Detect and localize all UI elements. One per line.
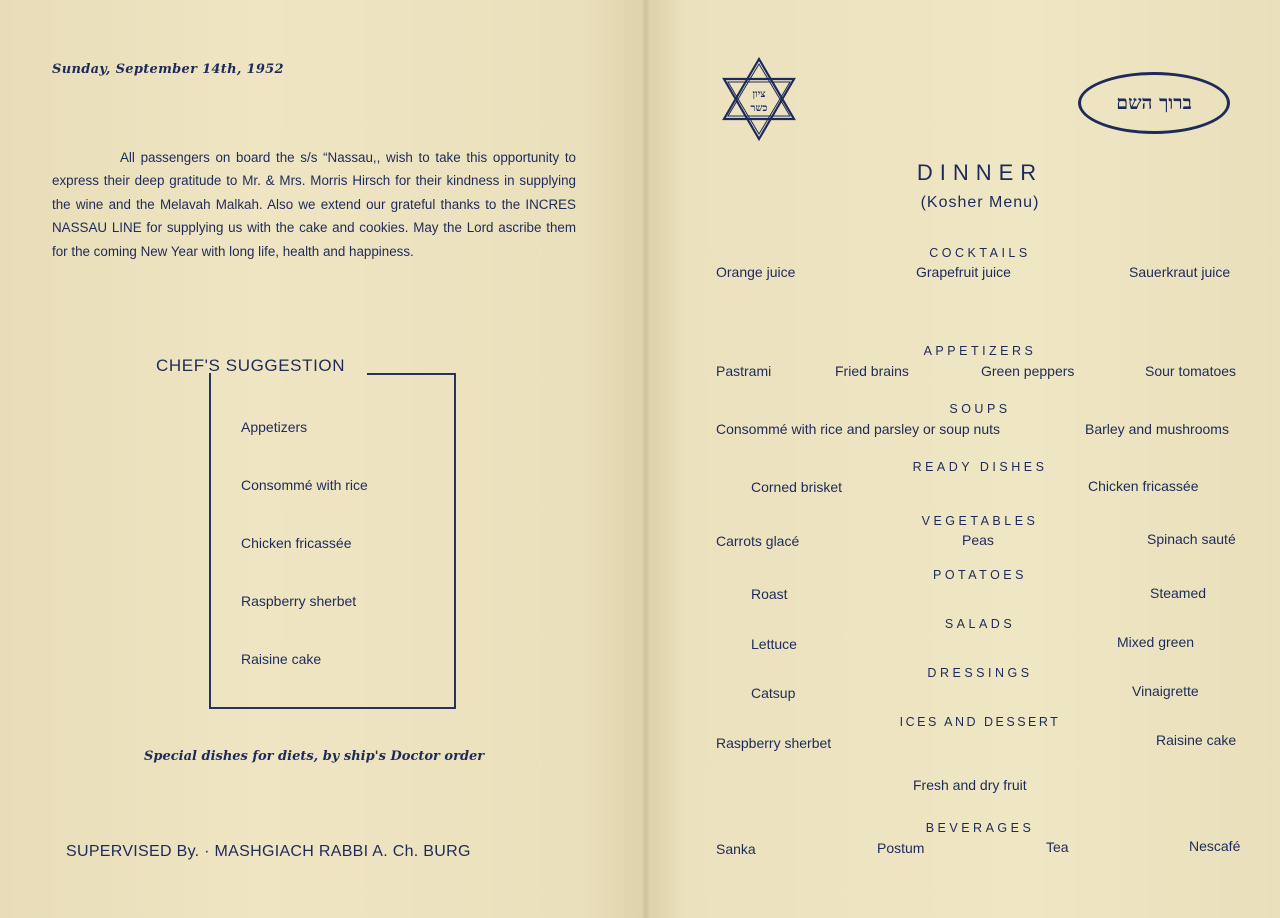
star-text-top: ציון — [752, 89, 766, 100]
section-heading-desserts: ICES AND DESSERT — [899, 715, 1061, 729]
section-heading-soups: SOUPS — [949, 402, 1011, 416]
suggestion-item: Raspberry sherbet — [241, 593, 357, 609]
special-diets-note: Special dishes for diets, by ship's Doctor order — [144, 749, 485, 764]
menu-item: Fresh and dry fruit — [913, 777, 1027, 793]
chef-suggestion-title: CHEF'S SUGGESTION — [156, 356, 346, 375]
menu-item: Lettuce — [751, 636, 797, 652]
dinner-title: DINNER — [916, 160, 1044, 185]
section-heading-vegetables: VEGETABLES — [921, 514, 1039, 528]
menu-item: Orange juice — [716, 264, 796, 280]
suggestion-item: Raisine cake — [241, 651, 322, 667]
section-heading-potatoes: POTATOES — [933, 568, 1027, 582]
menu-item: Fried brains — [835, 363, 909, 379]
menu-item: Nescafé — [1189, 838, 1241, 854]
thanks-paragraph: All passengers on board the s/s “Nassau,, wish to take this opportunity to express their deep gratitude to Mr. & Mrs. Morris Hirsch for their kindness in supplying the wine and the Melavah Malkah. Also we extend our grateful thanks to the INCRES NASSAU LINE for supplying us with the cake and cookies. May the Lord ascribe them for the coming New Year with long life, health and happiness. — [52, 150, 576, 259]
menu-item: Sanka — [716, 841, 756, 857]
section-heading-appetizers: APPETIZERS — [923, 344, 1037, 358]
menu-item: Chicken fricassée — [1088, 478, 1199, 494]
menu-item: Catsup — [751, 685, 796, 701]
menu-item: Postum — [877, 840, 925, 856]
menu-item: Green peppers — [981, 363, 1075, 379]
star-of-david-icon — [720, 56, 798, 142]
supervised-by: SUPERVISED By. · MASHGIACH RABBI A. Ch. BURG — [66, 843, 471, 860]
menu-item: Spinach sauté — [1147, 531, 1236, 547]
section-heading-salads: SALADS — [944, 617, 1016, 631]
menu-item: Roast — [751, 586, 788, 602]
menu-item: Consommé with rice and parsley or soup nuts — [716, 421, 1001, 437]
menu-item: Sauerkraut juice — [1129, 264, 1231, 280]
menu-item: Corned brisket — [751, 479, 843, 495]
menu-item: Barley and mushrooms — [1085, 421, 1229, 437]
menu-item: Grapefruit juice — [916, 264, 1011, 280]
menu-item: Raspberry sherbet — [716, 735, 832, 751]
menu-item: Sour tomatoes — [1145, 363, 1237, 379]
star-text-bottom: כשר — [750, 103, 768, 114]
suggestion-item: Consommé with rice — [241, 477, 368, 493]
menu-item: Steamed — [1150, 585, 1207, 601]
section-heading-ready-dishes: READY DISHES — [912, 460, 1048, 474]
baruch-hashem-seal: ברוך השם — [1078, 72, 1230, 134]
menu-date: Sunday, September 14th, 1952 — [52, 62, 284, 77]
section-heading-cocktails: COCKTAILS — [929, 246, 1031, 260]
suggestion-item: Chicken fricassée — [241, 535, 352, 551]
menu-item: Mixed green — [1117, 634, 1195, 650]
page-fold — [640, 0, 652, 918]
menu-item: Peas — [962, 532, 994, 548]
menu-item: Raisine cake — [1156, 732, 1237, 748]
menu-item: Carrots glacé — [716, 533, 800, 549]
menu-item: Vinaigrette — [1132, 683, 1199, 699]
menu-item: Pastrami — [716, 363, 772, 379]
kosher-subtitle: (Kosher Menu) — [920, 194, 1040, 211]
menu-item: Tea — [1046, 839, 1069, 855]
suggestion-item: Appetizers — [241, 419, 308, 435]
section-heading-dressings: DRESSINGS — [927, 666, 1033, 680]
section-heading-beverages: BEVERAGES — [925, 821, 1035, 835]
